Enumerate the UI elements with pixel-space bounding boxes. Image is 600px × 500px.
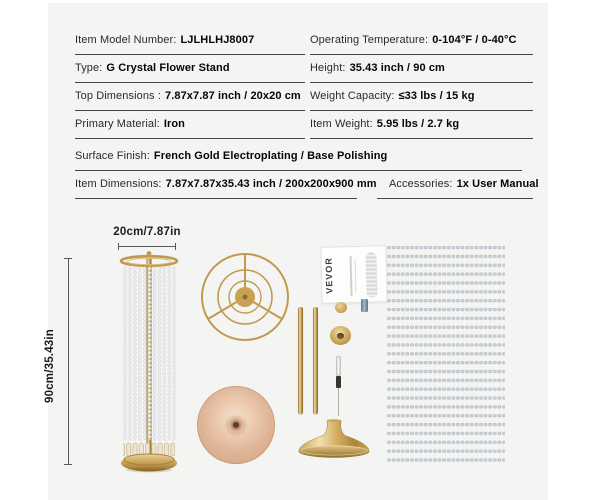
- spec-row-type: [75, 62, 305, 83]
- spec-label: Surface Finish:: [75, 150, 150, 162]
- spec-row-top-dimensions: [75, 90, 305, 111]
- mounting-collar-photo: [330, 326, 351, 345]
- width-dimension-tick: [175, 243, 176, 250]
- spec-value: 0-104°F / 0-40°C: [432, 34, 517, 46]
- screwdriver-photo: [334, 356, 342, 416]
- cap-nut-photo: [335, 302, 347, 313]
- base-side-view-photo: [290, 418, 378, 468]
- pole-segment-2: [313, 307, 318, 414]
- crystal-strands-photo: [387, 246, 505, 462]
- blue-fitting-photo: [361, 299, 368, 312]
- manual-brand: VEVOR: [323, 257, 335, 295]
- spec-value: 1x User Manual: [456, 178, 539, 190]
- spec-label: Weight Capacity:: [310, 90, 395, 102]
- spec-row-item-dimensions: [75, 178, 377, 199]
- spec-value: 7.87x7.87 inch / 20x20 cm: [164, 90, 301, 102]
- stand-crystal-strands: [122, 266, 176, 440]
- spec-row-surface-finish: [75, 150, 522, 171]
- spec-row-weight-capacity: [310, 90, 533, 111]
- height-dimension-label: 90cm/35.43in: [44, 329, 56, 404]
- pole-segment-1: [298, 307, 303, 414]
- spec-row-accessories: [377, 178, 539, 199]
- spec-row-item-model-number: [75, 34, 305, 55]
- spec-label: Top Dimensions :: [75, 90, 161, 102]
- spec-value: 7.87x7.87x35.43 inch / 200x200x900 mm: [165, 178, 377, 190]
- height-dimension-tick: [64, 258, 72, 259]
- spec-value: 35.43 inch / 90 cm: [349, 62, 445, 74]
- spec-label: Accessories:: [389, 178, 453, 190]
- spec-label: Item Weight:: [310, 118, 373, 130]
- spec-label: Height:: [310, 62, 346, 74]
- top-ring-photo: [200, 252, 290, 342]
- stand-front-photo: [113, 250, 185, 482]
- height-dimension-line: [68, 258, 69, 465]
- spec-value: 5.95 lbs / 2.7 kg: [376, 118, 460, 130]
- spec-value: French Gold Electroplating / Base Polishing: [153, 150, 388, 162]
- width-dimension-tick: [118, 243, 119, 250]
- spec-label: Item Dimensions:: [75, 178, 162, 190]
- spec-row-primary-material: [75, 118, 305, 139]
- spec-row-height: [310, 62, 533, 83]
- manual-text-lines: [350, 256, 353, 296]
- base-top-view-photo: [197, 386, 275, 464]
- spec-label: Item Model Number:: [75, 34, 177, 46]
- spec-row-item-weight: [310, 118, 533, 139]
- spec-label: Type:: [75, 62, 103, 74]
- manual-text-block: [365, 252, 377, 297]
- spec-row-operating-temperature: [310, 34, 533, 55]
- manual-text-lines: [355, 259, 357, 293]
- width-dimension-line: [118, 246, 176, 247]
- height-dimension-tick: [64, 464, 72, 465]
- spec-value: G Crystal Flower Stand: [106, 62, 230, 74]
- spec-value: LJLHLHJ8007: [180, 34, 255, 46]
- spec-value: ≤33 lbs / 15 kg: [398, 90, 475, 102]
- base-center-hole: [228, 417, 244, 433]
- user-manual-photo: [320, 245, 387, 304]
- spec-value: Iron: [163, 118, 186, 130]
- spec-label: Primary Material:: [75, 118, 160, 130]
- spec-label: Operating Temperature:: [310, 34, 429, 46]
- width-dimension-label: 20cm/7.87in: [113, 226, 181, 238]
